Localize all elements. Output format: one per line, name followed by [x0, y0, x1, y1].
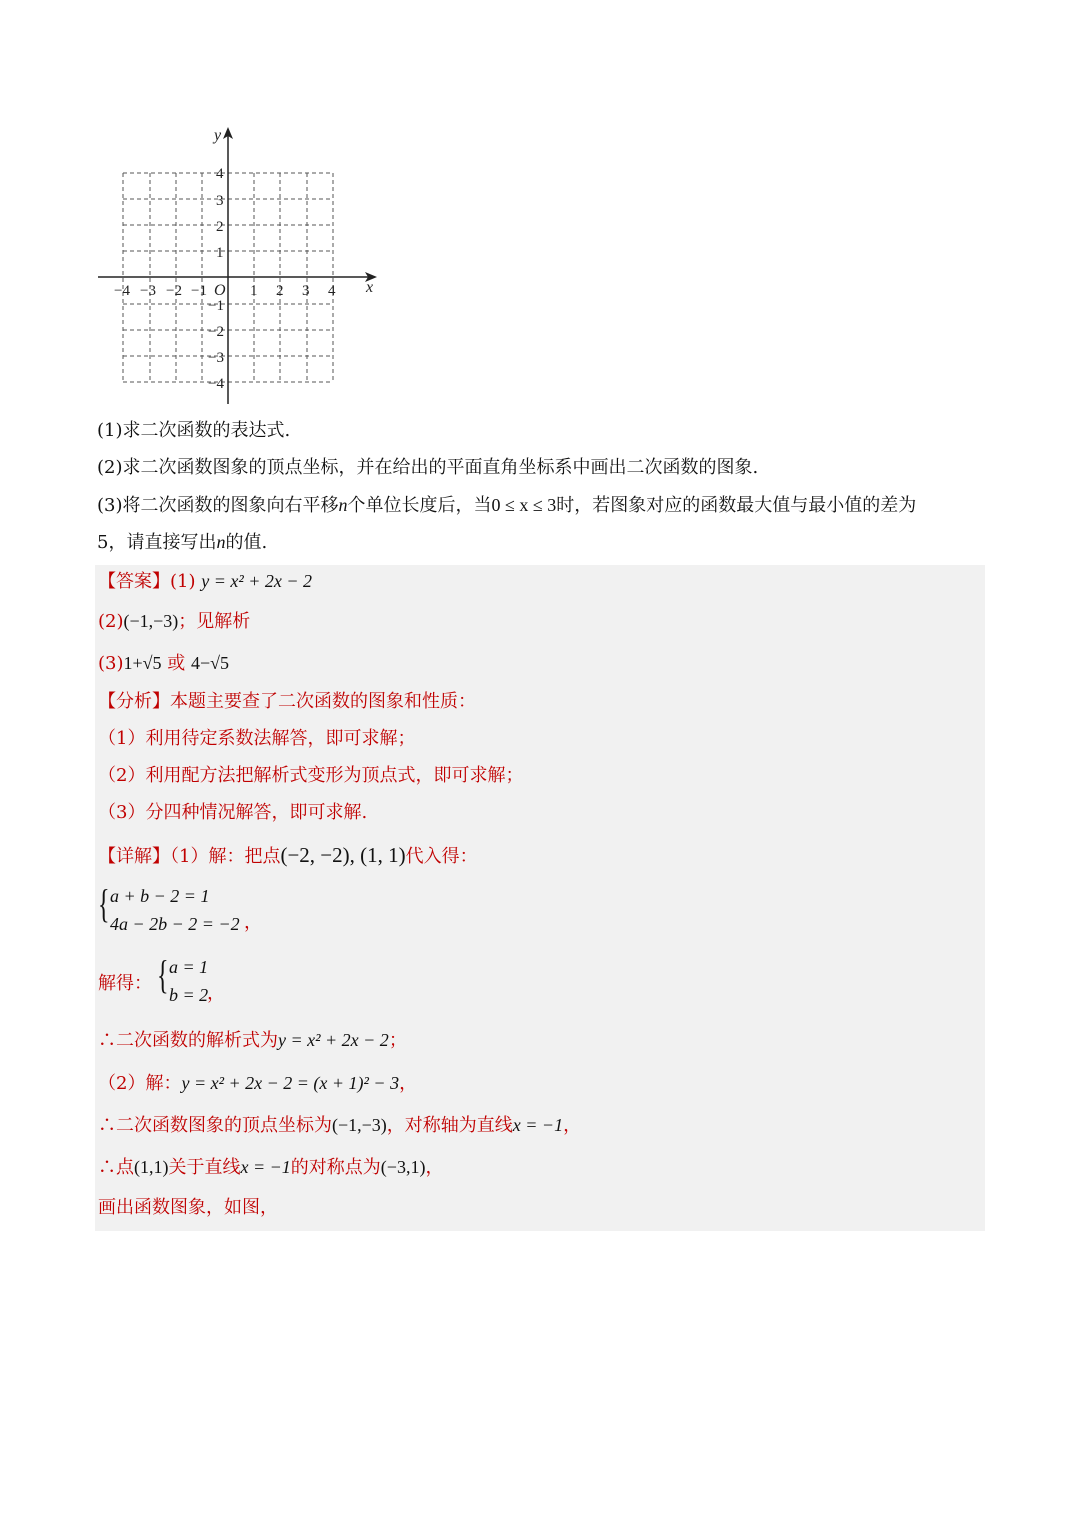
line-expression: x = −1: [240, 1157, 291, 1177]
detail-intro-line: [98, 842, 478, 870]
vertex-point: (−1,−3): [123, 611, 179, 631]
y-axis-label: y: [214, 127, 222, 144]
question-3: [97, 492, 916, 519]
y-tick-label: 3: [216, 193, 224, 209]
vertex-point: (−1,−3): [332, 1115, 387, 1135]
answer-3-expression-2: 4−√5: [190, 653, 230, 673]
solve-label: 解得：: [98, 973, 152, 994]
y-tick-label: 1: [216, 245, 224, 261]
x-tick-label: −3: [140, 283, 156, 299]
variable-n: n: [338, 495, 348, 515]
symmetric-text: ∴点: [98, 1157, 134, 1178]
analysis-intro: 本题主要查了二次函数的图象和性质：: [170, 691, 476, 712]
answer-line-2: [98, 608, 250, 635]
detail-tag: 【详解】: [98, 846, 170, 867]
question-3-text: 5，请直接写出: [97, 532, 217, 553]
detail-intro-end: 代入得：: [405, 846, 478, 867]
x-tick-label: 4: [328, 283, 336, 299]
vertex-line: [98, 1112, 581, 1139]
y-tick-label: −3: [208, 350, 224, 366]
question-2: (2)求二次函数图象的顶点坐标，并在给出的平面直角坐标系中画出二次函数的图象.: [97, 457, 759, 478]
brace-icon: {: [157, 952, 169, 997]
coordinate-grid-figure: [90, 122, 390, 407]
brace-icon: {: [98, 881, 110, 926]
answer-2-text: ；见解析: [178, 611, 251, 632]
question-3-continued: [97, 529, 267, 556]
question-3-text: 个单位长度后，当: [347, 495, 492, 516]
symmetric-end: ，: [425, 1157, 444, 1178]
conclusion-1-line: [98, 1027, 407, 1054]
y-tick-label: −1: [208, 298, 224, 314]
x-tick-label: −1: [191, 283, 207, 299]
equation-2: 4a − 2b − 2 = −2: [110, 914, 240, 934]
answer-3-expression-1: 1+√5: [123, 653, 162, 673]
solution-b: b = 2: [169, 985, 209, 1005]
answer-line-3: [98, 650, 229, 677]
x-tick-label: 2: [276, 283, 284, 299]
draw-instruction: 画出函数图象，如图，: [98, 1197, 278, 1218]
vertex-text: ∴二次函数图象的顶点坐标为: [98, 1115, 332, 1136]
x-axis-label: x: [366, 279, 374, 296]
analysis-point-3: （3）分四种情况解答，即可求解.: [98, 802, 368, 823]
detail-intro: （1）解：把点: [170, 846, 281, 867]
symmetric-text: 的对称点为: [290, 1157, 381, 1178]
symmetric-point: (−3,1): [380, 1157, 426, 1177]
answer-tag: 【答案】: [98, 571, 170, 592]
answer-line-1: [98, 568, 312, 595]
axis-end: ，: [563, 1115, 582, 1136]
y-tick-label: 4: [216, 166, 224, 182]
conclusion-1-end: ；: [388, 1030, 407, 1051]
question-3-text: 时，若图象对应的函数最大值与最小值的差为: [556, 495, 917, 516]
analysis-point-1: （1）利用待定系数法解答，即可求解；: [98, 728, 416, 749]
x-tick-label: −2: [166, 283, 182, 299]
solution-a: a = 1: [169, 957, 209, 977]
axis-expression: x = −1: [512, 1115, 564, 1135]
answer-label: (1): [170, 571, 196, 592]
answer-label: (3): [98, 653, 124, 674]
axis-text: ，对称轴为直线: [386, 1115, 513, 1136]
y-tick-label: 2: [216, 219, 224, 235]
y-tick-label: −4: [208, 376, 224, 392]
symmetric-text: 关于直线: [168, 1157, 241, 1178]
analysis-line: [98, 689, 476, 715]
conclusion-1-text: ∴二次函数的解析式为: [98, 1030, 278, 1051]
variable-n: n: [216, 532, 226, 552]
x-tick-label: 1: [250, 283, 258, 299]
range-expression: 0 ≤ x ≤ 3: [491, 495, 557, 515]
equation-1: a + b − 2 = 1: [110, 886, 210, 906]
comma: ，: [244, 912, 262, 932]
origin-label: O: [214, 282, 226, 299]
part-2-label: （2）解：: [98, 1073, 182, 1094]
answer-1-expression: y = x² + 2x − 2: [201, 571, 313, 591]
answer-label: (2): [98, 611, 124, 632]
part-2-line: [98, 1070, 417, 1097]
question-3-text: (3)将二次函数的图象向右平移: [97, 495, 339, 516]
analysis-tag: 【分析】: [98, 691, 170, 712]
substituted-points: (−2, −2), (1, 1): [280, 843, 406, 867]
answer-3-or: 或: [161, 653, 191, 674]
part-2-end: ，: [399, 1073, 418, 1094]
point: (1,1): [134, 1157, 169, 1177]
part-2-expression: y = x² + 2x − 2 = (x + 1)² − 3: [181, 1073, 400, 1093]
conclusion-1-expression: y = x² + 2x − 2: [278, 1030, 389, 1050]
symmetric-point-line: [98, 1154, 443, 1181]
comma: ，: [207, 983, 225, 1003]
question-3-text: 的值.: [225, 532, 268, 553]
y-tick-label: −2: [208, 324, 224, 340]
x-tick-label: 3: [302, 283, 310, 299]
x-tick-label: −4: [114, 283, 130, 299]
analysis-point-2: （2）利用配方法把解析式变形为顶点式，即可求解；: [98, 765, 524, 786]
question-1: (1)求二次函数的表达式.: [97, 420, 291, 441]
